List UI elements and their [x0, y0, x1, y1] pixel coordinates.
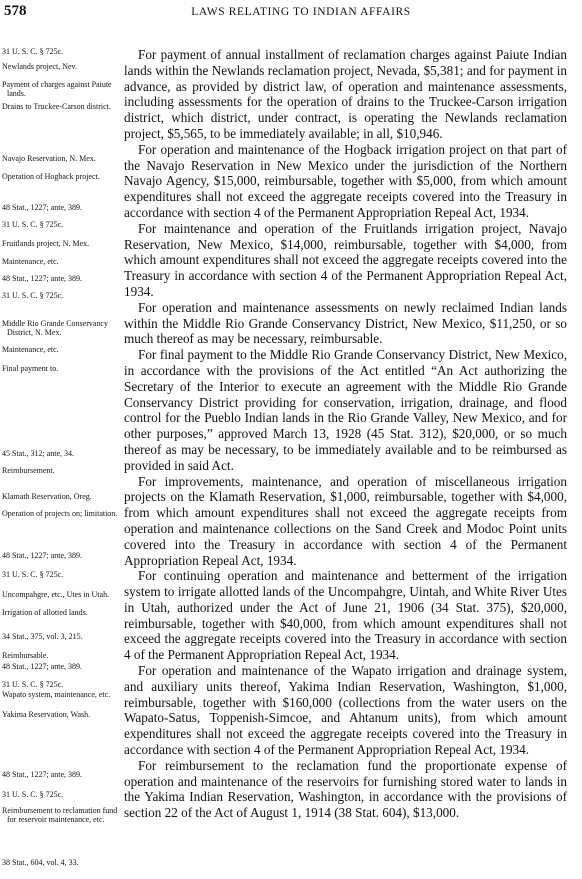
margin-note: Yakima Reservation, Wash. [2, 710, 91, 719]
margin-note: Navajo Reservation, N. Mex. [2, 154, 96, 163]
margin-note: 48 Stat., 1227; ante, 389. [2, 203, 82, 212]
margin-note: Operation of Hogback project. [2, 172, 100, 181]
margin-note: Klamath Reservation, Oreg. [2, 492, 92, 501]
paragraph-newlands: For payment of annual installment of reclamation charges against Paiute Indian lands within the Newlands reclamation project, Nevada, $5,381; and for payment in advance, as provided by district law, of operation and maintenance assessments, including assessments for the operation of drains to the Truckee-Carson irrigation district, which district, under contract, is operating the Newlands reclamation project, $5,565, to be immediately available; in all, $10,946. [124, 47, 567, 141]
margin-note: 31 U. S. C. § 725c. [2, 291, 64, 300]
margin-note: 31 U. S. C. § 725c. [2, 680, 64, 689]
margin-note: Payment of charges against Paiute lands. [2, 80, 112, 98]
margin-note: 45 Stat., 312; ante, 34. [2, 449, 74, 458]
margin-note: 48 Stat., 1227; ante, 389. [2, 662, 82, 671]
margin-note: Maintenance, etc. [2, 345, 59, 354]
margin-note: 31 U. S. C. § 725c. [2, 47, 64, 56]
paragraph-final-payment: For final payment to the Middle Rio Grande Conservancy District, New Mexico, in accordance with the provisions of the Act entitled “An Act authorizing the Secretary of the Interior to execute an agreement with the Middle Rio Grande Conservancy District providing for conservation, irrigation, drainage, and flood control for the Pueblo Indian lands in the Rio Grande Valley, New Mexico, and for other purposes,” approved March 13, 1928 (45 Stat. 312), $20,000, or so much thereof as may be necessary, to be immediately available and to be reimbursed as provided in said Act. [124, 347, 567, 473]
paragraph-hogback: For operation and maintenance of the Hogback irrigation project on that part of the Navajo Reservation in New Mexico under the jurisdiction of the Northern Navajo Agency, $15,000, reimbursable, together with $5,000, from which amount expenditures shall not exceed the aggregate receipts covered into the Treasury in accordance with section 4 of the Permanent Appropriation Repeal Act, 1934. [124, 141, 567, 220]
margin-note: Reimbursable. [2, 651, 49, 660]
margin-note: Middle Rio Grande Conservancy District, N. Mex. [2, 319, 108, 337]
margin-note: Final payment to. [2, 364, 59, 373]
paragraph-wapato: For operation and maintenance of the Wapato irrigation and drainage system, and auxiliary units thereof, Yakima Indian Reservation, Washington, $1,000, reimbursable, together with $160,000 (collections from the water users on the Wapato-Satus, Toppenish-Simcoe, and Ahtanum units), from which amount expenditures shall not exceed the aggregate receipts covered into the Treasury in accordance with section 4 of the Permanent Appropriation Repeal Act, 1934. [124, 663, 567, 758]
margin-note: Fruitlands project, N. Mex. [2, 239, 90, 248]
margin-note: 38 Stat., 604, vol. 4, 33. [2, 858, 79, 867]
margin-note: Irrigation of allotted lands. [2, 608, 88, 617]
margin-note: 34 Stat., 375, vol. 3, 215. [2, 632, 83, 641]
margin-note: Operation of projects on; limitation. [2, 509, 118, 518]
margin-note: Newlands project, Nev. [2, 62, 78, 71]
paragraph-fruitlands: For maintenance and operation of the Fruitlands irrigation project, Navajo Reservation, New Mexico, $14,000, reimbursable, together with $4,000, from which amount expenditures shall not exceed the aggregate receipts covered into the Treasury in accordance with section 4 of the Permanent Appropriation Repeal Act, 1934. [124, 220, 567, 299]
margin-note: 31 U. S. C. § 725c. [2, 790, 64, 799]
paragraph-uncompahgre: For continuing operation and maintenance and betterment of the irrigation system to irrigate allotted lands of the Uncompahgre, Uintah, and White River Utes in Utah, authorized under the Act of June 21, 1906 (34 Stat. 375), $20,000, reimbursable, together with $40,000, from which amount expenditures shall not exceed the aggregate receipts covered into the Treasury in accordance with section 4 of the Permanent Appropriation Repeal Act, 1934. [124, 568, 567, 663]
margin-note: Reimbursement to reclamation fund for reservoir maintenance, etc. [2, 806, 118, 824]
margin-note: 48 Stat., 1227; ante, 389. [2, 274, 82, 283]
margin-note: 31 U. S. C. § 725c. [2, 220, 64, 229]
paragraph-reclamation-fund: For reimbursement to the reclamation fund the proportionate expense of operation and maintenance of the reservoirs for furnishing stored water to lands in the Yakima Indian Reservation, Washington, in accordance with the provisions of section 22 of the Act of August 1, 1914 (38 Stat. 604), $13,000. [124, 757, 567, 821]
margin-note: 31 U. S. C. § 725c. [2, 570, 64, 579]
margin-note: 48 Stat., 1227; ante, 389. [2, 770, 82, 779]
paragraph-klamath: For improvements, maintenance, and operation of miscellaneous irrigation projects on the Klamath Reservation, $1,000, reimbursable, together with $4,000, from which amount expenditures shall not exceed the aggregate receipts from operation and maintenance collections on the Sand Creek and Modoc Point units covered into the Treasury in accordance with section 4 of the Permanent Appropriation Repeal Act, 1934. [124, 473, 567, 568]
page-number: 578 [4, 3, 27, 19]
margin-note: Uncompahgre, etc., Utes in Utah. [2, 590, 110, 599]
margin-note: Maintenance, etc. [2, 257, 59, 266]
margin-note: Drains to Truckee-Carson district. [2, 102, 111, 111]
margin-note: 48 Stat., 1227; ante, 389. [2, 551, 82, 560]
paragraph-middle-rio-grande: For operation and maintenance assessments on newly reclaimed Indian lands within the Middle Rio Grande Conservancy District, New Mexico, $11,250, or so much thereof as may be necessary, reimbursable. [124, 299, 567, 347]
margin-note: Wapato system, maintenance, etc. [2, 690, 111, 699]
margin-note: Reimbursement. [2, 466, 55, 475]
running-title: LAWS RELATING TO INDIAN AFFAIRS [191, 6, 411, 18]
body-text [124, 47, 567, 821]
